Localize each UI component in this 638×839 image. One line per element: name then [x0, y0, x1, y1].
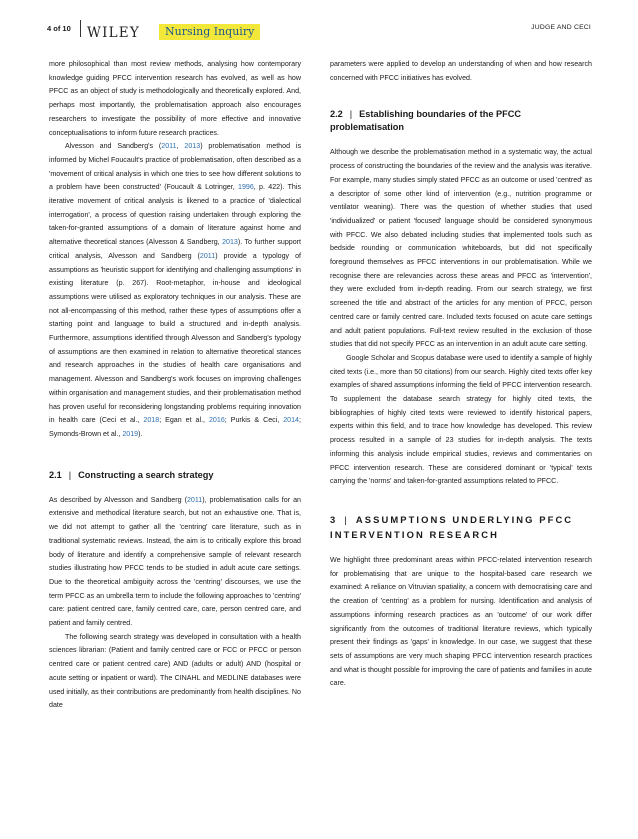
publisher-logo: WILEY [87, 25, 140, 41]
paragraph: We highlight three predominant areas within PFCC-related intervention research for problematising that are unique to the hospital-based care research we examined: A reliance on Vitruvian spatiality, a concern with democratising care and the creation of 'centring' as a problem for nursing. Identification and analysis of assumptions informing research practices as an 'outcome' of our work differ significantly from the outcomes of traditional literature reviews, which typically present their findings as 'gaps' in knowledge. In our case, we suggest that these sets of assumptions are very much shaping PFCC intervention research practices and what is thought possible for improving the care of patients and families in acute care. [330, 555, 592, 688]
citation-link[interactable]: 2018 [143, 416, 160, 425]
running-head: JUDGE AND CECI [531, 24, 591, 31]
citation-link[interactable]: 2013 [184, 142, 201, 151]
section-heading-2-2: 2.2 | Establishing boundaries of the PFCC problematisation [330, 109, 521, 133]
citation-link[interactable]: 1996 [238, 183, 254, 192]
paragraph: Although we describe the problematisation method in a systematic way, the actual process of constructing the boundaries of the review and the analysis was iterative. For example, many studies simply stated PFCC as an outcome or used 'centred' as a descriptor of some other kind of intervention (e.g., nutrition programme or ventilator weaning). There was the question of whether studies that used 'individualized' or patient 'focused' language should be considered synonymous with PFCC. We also debated including studies that implemented tools such as bedside rounding or communication whiteboards, but did not specifically foreground themselves as PFCC interventions in our problematisation. While we recognise there are relevancies across these areas and PFCC as 'intervention', they were excluded from in-depth reading. From our search strategy, we first screened the title and abstract of the articles for any mention of PFCC, person centred care or family centred care. Included texts focused on acute care settings and adult patient populations. Full-text review resulted in the exclusion of those studies that did not specify PFCC as an intervention in an adult acute care setting. [330, 148, 592, 349]
citation-link[interactable]: 2011 [199, 251, 216, 260]
paragraph: Google Scholar and Scopus database were used to identify a sample of highly cited texts (i.e., more than 50 citations) from our search. Highly cited texts offer key examples of shared assumptions informing the field of PFCC intervention research. To supplement the database search strategy for highly cited texts, the bibliographies of highly cited texts were reviewed to identify historical papers, experts within this field, and to trace how knowledge has developed. This review process resulted in a sample of 23 studies for in-depth analysis. The texts informing this analysis include empirical studies, reviews and commentaries on PFCC intervention research. These are considered dominant or 'typical' texts carrying the 'norms' and taken-for-granted assumptions related to PFCC. [330, 353, 592, 486]
paragraph: The following search strategy was developed in consultation with a health sciences librarian: (Patient and family centred care or FCC or PFCC or person centred care or patient centred care) AND (adults or adult) AND (hospital or acute setting or inpatient or ward). The CINAHL and MEDLINE databases were used initially, as their contributions are predominantly from health disciplines. No date [49, 632, 301, 710]
section-heading-2-1: 2.1 | Constructing a search strategy [49, 469, 214, 480]
citation-link[interactable]: 2013 [222, 238, 238, 247]
citation-link[interactable]: 2019 [122, 429, 139, 438]
citation-link[interactable]: 2014 [283, 416, 299, 425]
citation-link[interactable]: 2011 [161, 142, 177, 151]
paragraph: parameters were applied to develop an understanding of when and how research concerned with PFCC initiatives has evolved. [330, 60, 592, 82]
page-header [47, 20, 591, 46]
section-heading-3: 3 | ASSUMPTIONS UNDERLYING PFCC INTERVENTION RESEARCH [330, 513, 574, 540]
paragraph: As described by Alvesson and Sandberg (2011), problematisation calls for an extensive and methodical literature search, but not an exhaustive one. That is, we did not attempt to gather all the 'centring' care literature, such as in traditional systematic reviews. Instead, the aim is to critically explore this broad body of literature and identify a comprehensive sample of relevant research studies illustrating how PFCC tends to be studied in adult acute care settings. Due to the theoretical ambiguity across the 'centring' discourses, we use the term PFCC as an umbrella term to include the following approaches to 'centring' care: patient centred care, family centred care, care, person centred care, and patient and family centred. [49, 495, 301, 628]
paragraph: more philosophical than most review methods, analysing how contemporary knowledge guiding PFCC intervention research has evolved, as well as how PFCC as an object of study is methodologically and theoretically explored. And, perhaps most importantly, the problematisation approach also encourages researchers to investigate the possibility of more effective and innovative conceptualisations to inform future research practices. [49, 60, 301, 137]
right-column [330, 58, 592, 691]
page-number: 4 of 10 [47, 24, 71, 33]
left-column [49, 58, 301, 713]
citation-link[interactable]: 2011 [186, 495, 203, 504]
paragraph: Alvesson and Sandberg's (2011, 2013) problematisation method is informed by Michel Foucault's practice of problematisation, often described as a 'movement of critical analysis in which one tries to see how different solutions to a problem have been constructed' (Foucault & Lotringer, 1996, p. 422). This iterative movement of critical analysis is likened to a practice of 'dialectical interrogation', a process of question raising undertaken through exploring the taken-for-granted assumptions of a domain of literature against home and alternative theoretical stances (Alvesson & Sandberg, 2013). To further support critical analysis, Alvesson and Sandberg (2011) provide a typology of assumptions as 'heuristic support for identifying and challenging assumptions' in existing literature (p. 267). Root-metaphor, in-house and ideological assumptions were utilised as exploratory techniques in our analysis. These are not all-encompassing of this method, rather these types of assumptions offer a starting point and language to build a structured and in-depth analysis. Furthermore, assumptions identified through Alvesson and Sandberg's typology of assumptions are then examined in relation to alternative theoretical stances and research approaches in the studies of health care organisations and management. Alvesson and Sandberg's work focuses on improving challenges within organisation and management studies, and their problematisation method has proven useful for reconsidering longstanding problems requiring innovation in health care (Ceci et al., 2018; Egan et al., 2016; Purkis & Ceci, 2014; Symonds-Brown et al., 2019). [49, 142, 302, 438]
journal-name-band: Nursing Inquiry [159, 24, 260, 40]
citation-link[interactable]: 2016 [208, 416, 225, 425]
header-divider [80, 20, 81, 37]
